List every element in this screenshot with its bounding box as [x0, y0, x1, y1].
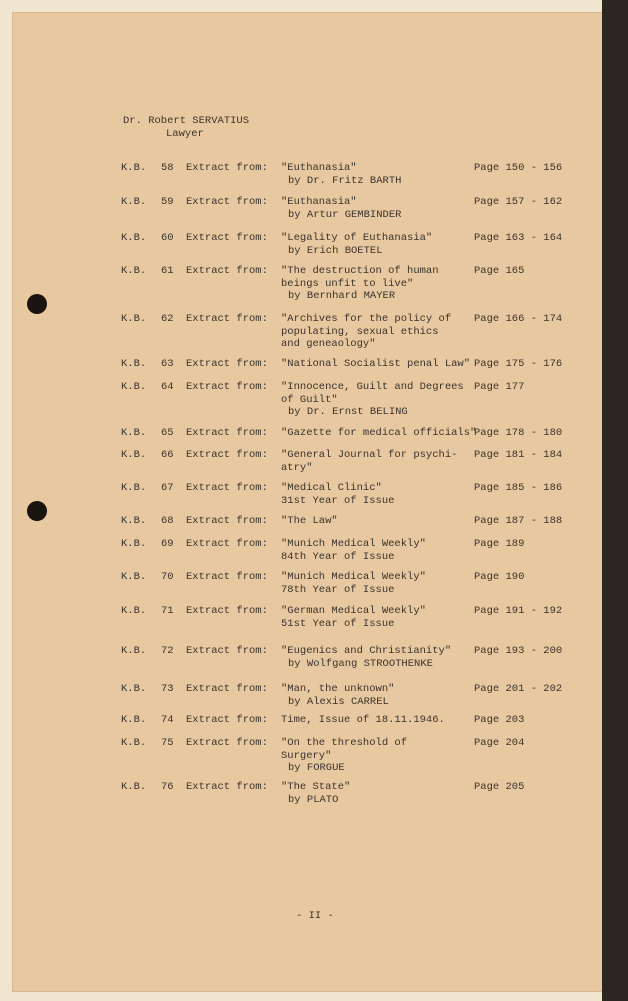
source-line: "The State" — [281, 781, 351, 793]
extract-label: Extract from: — [186, 781, 268, 793]
extract-label: Extract from: — [186, 232, 268, 244]
exhibit-number: 72 — [161, 645, 174, 657]
source-line: "Munich Medical Weekly" — [281, 538, 426, 550]
exhibit-number: 61 — [161, 265, 174, 277]
extract-label: Extract from: — [186, 265, 268, 277]
source-line: by Bernhard MAYER — [288, 290, 396, 302]
exhibit-source — [281, 515, 471, 528]
source-line: "Innocence, Guilt and Degrees — [281, 381, 464, 393]
extract-label: Extract from: — [186, 571, 268, 583]
exhibit-prefix: K.B. — [121, 683, 147, 695]
page-range: Page 193 - 200 — [474, 645, 563, 657]
page-range: Page 203 — [474, 714, 525, 726]
page-range: Page 201 - 202 — [474, 683, 563, 695]
extract-label: Extract from: — [186, 645, 268, 657]
page-range: Page 157 - 162 — [474, 196, 563, 208]
extract-label: Extract from: — [186, 427, 268, 439]
exhibit-source — [281, 645, 471, 670]
extract-label: Extract from: — [186, 381, 268, 393]
exhibit-source — [281, 538, 471, 563]
exhibit-prefix: K.B. — [121, 781, 147, 793]
source-line: "National Socialist penal Law" — [281, 358, 471, 370]
source-line: 31st Year of Issue — [281, 494, 395, 507]
exhibit-source — [281, 683, 471, 708]
page-range: Page 185 - 186 — [474, 482, 563, 494]
exhibit-number: 65 — [161, 427, 174, 439]
page-range: Page 163 - 164 — [474, 232, 563, 244]
source-line: and geneaology" — [281, 338, 376, 350]
exhibit-number: 68 — [161, 515, 174, 527]
extract-label: Extract from: — [186, 515, 268, 527]
source-line: "General Journal for psychi- — [281, 449, 458, 461]
exhibit-prefix: K.B. — [121, 538, 147, 550]
extract-label: Extract from: — [186, 449, 268, 461]
exhibit-prefix: K.B. — [121, 162, 147, 174]
extract-label: Extract from: — [186, 714, 268, 726]
exhibit-prefix: K.B. — [121, 645, 147, 657]
exhibit-number: 70 — [161, 571, 174, 583]
page-range: Page 166 - 174 — [474, 313, 563, 325]
exhibit-number: 63 — [161, 358, 174, 370]
exhibit-prefix: K.B. — [121, 196, 147, 208]
page-range: Page 190 — [474, 571, 525, 583]
exhibit-source — [281, 265, 471, 303]
page-number: - II - — [296, 910, 334, 922]
source-line: 51st Year of Issue — [281, 617, 395, 630]
exhibit-prefix: K.B. — [121, 313, 147, 325]
exhibit-prefix: K.B. — [121, 515, 147, 527]
page-range: Page 165 — [474, 265, 525, 277]
page-range: Page 205 — [474, 781, 525, 793]
source-line: beings unfit to live" — [281, 277, 414, 290]
extract-label: Extract from: — [186, 737, 268, 749]
page-range: Page 204 — [474, 737, 525, 749]
source-line: "Euthanasia" — [281, 162, 357, 174]
exhibit-prefix: K.B. — [121, 571, 147, 583]
exhibit-source — [281, 737, 471, 775]
exhibit-prefix: K.B. — [121, 737, 147, 749]
exhibit-prefix: K.B. — [121, 358, 147, 370]
exhibit-number: 60 — [161, 232, 174, 244]
source-line: by Alexis CARREL — [288, 695, 389, 708]
exhibit-prefix: K.B. — [121, 427, 147, 439]
page-range: Page 181 - 184 — [474, 449, 563, 461]
extract-label: Extract from: — [186, 482, 268, 494]
exhibit-source — [281, 605, 471, 630]
page-range: Page 191 - 192 — [474, 605, 563, 617]
exhibit-number: 69 — [161, 538, 174, 550]
extract-label: Extract from: — [186, 538, 268, 550]
source-line: "Legality of Euthanasia" — [281, 232, 433, 244]
exhibit-number: 59 — [161, 196, 174, 208]
exhibit-number: 66 — [161, 449, 174, 461]
source-line: by PLATO — [288, 793, 339, 806]
extract-label: Extract from: — [186, 196, 268, 208]
extract-label: Extract from: — [186, 358, 268, 370]
exhibit-source — [281, 714, 471, 727]
exhibit-number: 76 — [161, 781, 174, 793]
exhibit-number: 62 — [161, 313, 174, 325]
source-line: "Munich Medical Weekly" — [281, 571, 426, 583]
exhibit-source — [281, 196, 471, 221]
exhibit-number: 58 — [161, 162, 174, 174]
source-line: "Gazette for medical officials" — [281, 427, 477, 439]
source-line: by Wolfgang STROOTHENKE — [288, 657, 433, 670]
extract-label: Extract from: — [186, 162, 268, 174]
author-name: Dr. Robert SERVATIUS — [123, 115, 250, 127]
source-line: Surgery" — [281, 749, 332, 762]
exhibit-source — [281, 781, 471, 806]
exhibit-prefix: K.B. — [121, 381, 147, 393]
exhibit-source — [281, 232, 471, 257]
exhibit-source — [281, 358, 471, 371]
page-range: Page 178 - 180 — [474, 427, 563, 439]
source-line: "Medical Clinic" — [281, 482, 382, 494]
source-line: Time, Issue of 18.11.1946. — [281, 714, 445, 726]
source-line: atry" — [281, 461, 313, 474]
exhibit-source — [281, 427, 477, 440]
page-range: Page 175 - 176 — [474, 358, 563, 370]
exhibit-prefix: K.B. — [121, 449, 147, 461]
exhibit-source — [281, 482, 471, 507]
exhibit-number: 73 — [161, 683, 174, 695]
source-line: by Dr. Fritz BARTH — [288, 174, 402, 187]
extract-label: Extract from: — [186, 683, 268, 695]
exhibit-prefix: K.B. — [121, 482, 147, 494]
source-line: "Archives for the policy of — [281, 313, 452, 325]
exhibit-prefix: K.B. — [121, 265, 147, 277]
source-line: "Euthanasia" — [281, 196, 357, 208]
exhibit-number: 75 — [161, 737, 174, 749]
page-range: Page 187 - 188 — [474, 515, 563, 527]
source-line: 78th Year of Issue — [281, 583, 395, 596]
letterhead — [123, 115, 249, 140]
source-line: by Dr. Ernst BELING — [288, 406, 408, 418]
page-range: Page 150 - 156 — [474, 162, 563, 174]
exhibit-source — [281, 571, 471, 596]
source-line: by Erich BOETEL — [288, 244, 383, 257]
exhibit-number: 71 — [161, 605, 174, 617]
extract-label: Extract from: — [186, 313, 268, 325]
exhibit-prefix: K.B. — [121, 605, 147, 617]
exhibit-prefix: K.B. — [121, 232, 147, 244]
source-line: populating, sexual ethics — [281, 325, 439, 338]
exhibit-number: 64 — [161, 381, 174, 393]
source-line: by Artur GEMBINDER — [288, 208, 402, 221]
exhibit-prefix: K.B. — [121, 714, 147, 726]
exhibit-source — [281, 381, 471, 419]
source-line: of Guilt" — [281, 393, 338, 406]
exhibit-source — [281, 449, 471, 474]
source-line: by FORGUE — [288, 762, 345, 774]
source-line: "Eugenics and Christianity" — [281, 645, 452, 657]
page-range: Page 177 — [474, 381, 525, 393]
page-range: Page 189 — [474, 538, 525, 550]
source-line: "Man, the unknown" — [281, 683, 395, 695]
source-line: "German Medical Weekly" — [281, 605, 426, 617]
author-title: Lawyer — [166, 127, 204, 140]
exhibit-source — [281, 313, 471, 351]
source-line: "The destruction of human — [281, 265, 439, 277]
extract-label: Extract from: — [186, 605, 268, 617]
source-line: "The Law" — [281, 515, 338, 527]
exhibit-source — [281, 162, 471, 187]
exhibit-number: 74 — [161, 714, 174, 726]
source-line: "On the threshold of — [281, 737, 408, 749]
source-line: 84th Year of Issue — [281, 550, 395, 563]
exhibit-number: 67 — [161, 482, 174, 494]
